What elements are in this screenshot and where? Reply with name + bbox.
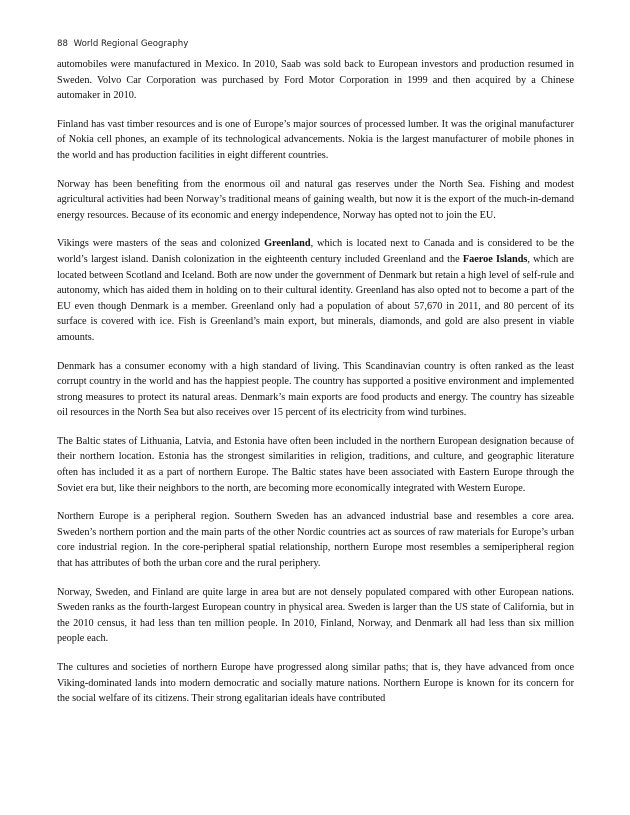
paragraph-text: , which is located next to Canada and is considered to be the world’s largest island. Danish colonization in the eighteenth century included Greenland and the <box>57 238 574 265</box>
paragraph-denmark: Denmark has a consumer economy with a high standard of living. This Scandinavian country is often ranked as the least corrupt country in the world and has the happiest people. The country has supported a positive environment and implemented strong measures to protect its natural areas. Denmark’s main exports are food products and energy. The country has sizeable oil resources in the North Sea but also receives over 15 percent of its electricity from wind turbines. <box>57 360 574 419</box>
paragraph-text: , which are located between Scotland and Iceland. Both are now under the government of Denmark but retain a high level of self-rule and autonomy, which has aided them in holding on to their cultural identity. Greenland has also opted not to become a part of the EU even though Denmark is a member. Greenland only had a population of about 57,670 in 2011, and 80 percent of its surface is covered with ice. Fish is Greenland’s main export, but minerals, diamonds, and gold are also present in viable amounts. <box>57 253 574 343</box>
document-page <box>57 38 574 707</box>
paragraph-text: Vikings were masters of the seas and colonized <box>57 238 265 250</box>
paragraph-peripheral-region: Northern Europe is a peripheral region. Southern Sweden has an advanced industrial base and resembles a core area. Sweden’s northern portion and the main parts of the other Nordic countries act as sources of raw materials for Europe’s urban core industrial region. In the core-peripheral spatial relationship, northern Europe most resembles a semiperipheral region that has attributes of both the urban core and the rural periphery. <box>57 511 574 570</box>
term-faeroe-islands: Faeroe Islands <box>462 253 528 265</box>
paragraph-norway: Norway has been benefiting from the enormous oil and natural gas reserves under the North Sea. Fishing and modest agricultural activities had been Norway’s traditional means of gaining wealth, but now it is the export of the much-in-demand energy resources. Because of its economic and energy independence, Norway has opted not to join the EU. <box>57 178 574 221</box>
paragraph-greenland <box>57 236 574 345</box>
page-number: 88 <box>57 39 68 49</box>
paragraph-population: Norway, Sweden, and Finland are quite large in area but are not densely populated compared with other European nations. Sweden ranks as the fourth-largest European country in physical area. Sweden is larger than the US state of California, but in the 2010 census, it had less than ten million people. In 2010, Finland, Norway, and Denmark all had less than six million people each. <box>57 586 574 645</box>
term-greenland: Greenland <box>264 238 311 250</box>
book-title: World Regional Geography <box>73 39 189 49</box>
paragraph-baltic-states: The Baltic states of Lithuania, Latvia, and Estonia have often been included in the northern European designation because of their northern location. Estonia has the strongest similarities in religion, traditions, and culture, and geographic literature often has included it as a part of northern Europe. The Baltic states have been associated with Eastern Europe through the Soviet era but, like their neighbors to the north, are becoming more economically integrated with Western Europe. <box>57 435 574 494</box>
paragraph-cultures: The cultures and societies of northern Europe have progressed along similar paths; that is, they have advanced from once Viking-dominated lands into modern democratic and socially mature nations. Northern Europe is known for its concern for the social welfare of its citizens. Their strong egalitarian ideals have contributed <box>57 662 574 705</box>
paragraph-finland: Finland has vast timber resources and is one of Europe’s major sources of processed lumber. It was the original manufacturer of Nokia cell phones, an example of its technological advancements. Nokia is the largest manufacturer of mobile phones in the world and has production facilities in eight different countries. <box>57 118 574 161</box>
running-header <box>57 38 574 50</box>
paragraph-automobiles: automobiles were manufactured in Mexico. In 2010, Saab was sold back to European investors and production resumed in Sweden. Volvo Car Corporation was purchased by Ford Motor Corporation in 1999 and then acquired by a Chinese automaker in 2010. <box>57 59 574 102</box>
